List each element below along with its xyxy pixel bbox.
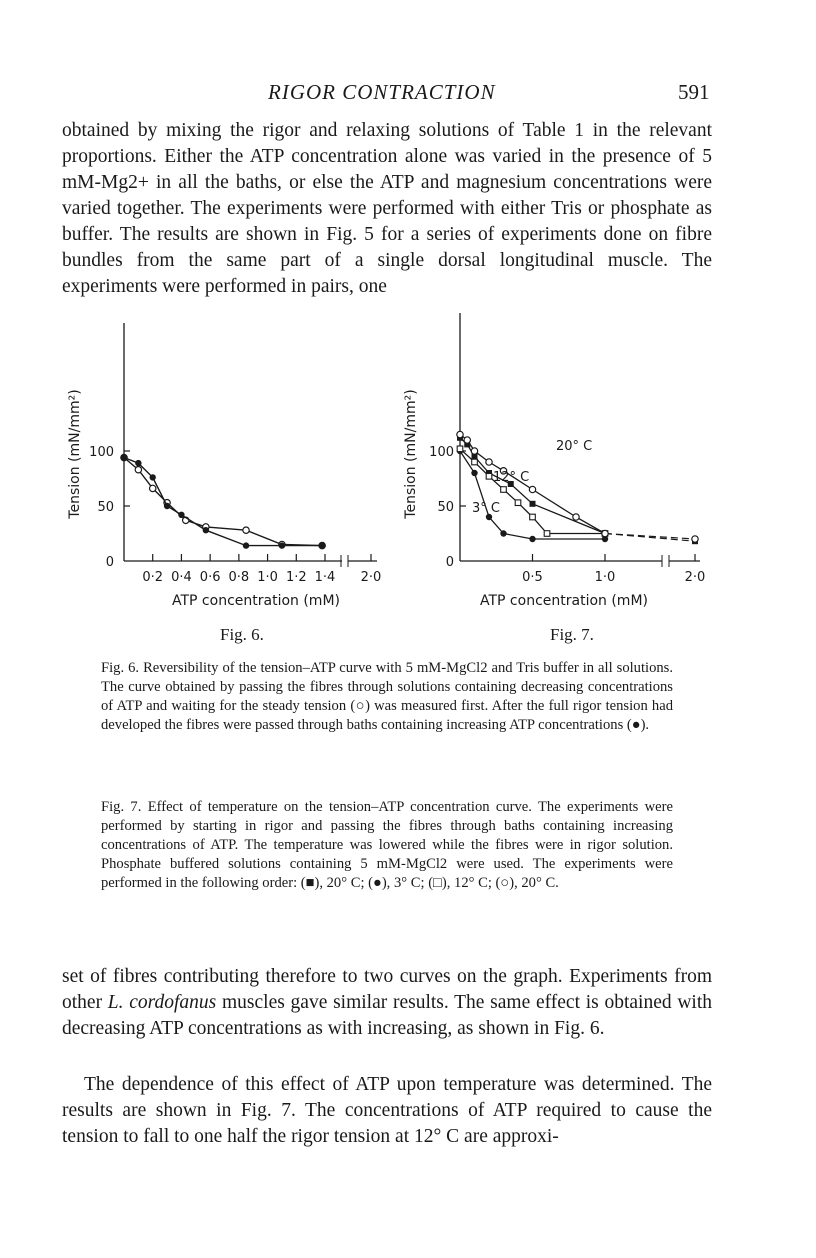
fig6-x-tick-label: 1·2 bbox=[285, 570, 307, 585]
paragraph-intro: obtained by mixing the rigor and relaxing solutions of Table 1 in the relevant proportions. Either the ATP concentration alone was varied in the presence of 5 mM-Mg2+ in all the baths, or else the ATP and magnesium concentrations were varied together. The experiments were performed with either Tris or phosphate as buffer. The results are shown in Fig. 5 for a series of experiments done on fibre bundles from the same part of a single dorsal longitudinal muscle. The experiments were performed in pairs, one bbox=[62, 120, 712, 297]
para2-text-a: set of fibres contributing therefore to two curves on the graph. Experiments from other bbox=[62, 966, 712, 1013]
fig7-series-3-point bbox=[457, 446, 463, 452]
fig7-annotation: 20° C bbox=[556, 439, 593, 454]
fig7-series-4-extrapolation bbox=[605, 534, 695, 540]
fig7-y-axis-title: Tension (mN/mm²) bbox=[403, 389, 419, 519]
fig7-series-4-point bbox=[471, 448, 477, 454]
fig7-annotation: 3° C bbox=[472, 501, 500, 516]
fig7-annotation: 12° C bbox=[493, 470, 530, 485]
fig7-axes bbox=[403, 313, 705, 609]
fig7-series-4-point bbox=[692, 536, 698, 542]
fig6-series-1-point bbox=[150, 485, 156, 491]
fig6-series-2-point bbox=[243, 542, 249, 548]
fig6-x-tick-label: 0·8 bbox=[228, 570, 250, 585]
fig6-y-tick-label: 0 bbox=[105, 555, 114, 570]
running-title: RIGOR CONTRACTION bbox=[268, 80, 496, 104]
page-header bbox=[0, 80, 816, 110]
fig6-series-1-point bbox=[243, 527, 249, 533]
fig6-marks bbox=[121, 454, 326, 548]
fig6-x-tick-label: 0·4 bbox=[171, 570, 192, 585]
fig6-x-tick-label: 1·0 bbox=[257, 570, 278, 585]
fig6-axes bbox=[67, 323, 381, 609]
fig7-x-tick-label: 2·0 bbox=[684, 570, 706, 585]
fig7-series-3-point bbox=[501, 487, 507, 493]
paragraph-temperature: The dependence of this effect of ATP upon temperature was determined. The results are shown in Fig. 7. The concentrations of ATP required to cause the tension to fall to one half the rigor tension at 12° C are approxi- bbox=[62, 1074, 712, 1147]
fig6-series-2-point bbox=[203, 527, 209, 533]
fig7-series-3-point bbox=[530, 514, 536, 520]
fig6-series-2-point bbox=[150, 474, 156, 480]
fig7-series-4-point bbox=[529, 486, 535, 492]
fig6-series-2-point bbox=[135, 460, 141, 466]
fig6-label: Fig. 6. bbox=[220, 625, 264, 644]
fig7-series-3-point bbox=[486, 474, 492, 480]
fig6-x-tick-label: 1·4 bbox=[314, 570, 336, 585]
fig7-series-2-point bbox=[471, 470, 477, 476]
fig7-x-tick-label: 1·0 bbox=[594, 570, 616, 585]
page-number: 591 bbox=[678, 80, 710, 104]
fig7-label: Fig. 7. bbox=[550, 625, 594, 644]
fig6-y-tick-label: 100 bbox=[89, 445, 114, 460]
paragraph-results bbox=[62, 964, 712, 1042]
fig7-series-3-point bbox=[472, 459, 478, 465]
fig7-series-2-point bbox=[500, 530, 506, 536]
fig6-series-2-point bbox=[121, 454, 127, 460]
fig7-series-4-point bbox=[457, 431, 463, 437]
fig7-series-3-point bbox=[544, 531, 550, 537]
fig6-x-tick-label: 2·0 bbox=[360, 570, 382, 585]
caption-fig6: Fig. 6. Reversibility of the tension–ATP curve with 5 mM-MgCl2 and Tris buffer in all solutions. The curve obtained by passing the fibres through solutions containing decreasing concentrations of ATP and waiting for the steady tension (○) was measured first. After the full rigor tension had developed the fibres were passed through baths containing increasing ATP concentrations (●). bbox=[101, 660, 673, 733]
fig7-series-4-point bbox=[602, 530, 608, 536]
fig6-series-2-point bbox=[178, 512, 184, 518]
fig6-series-2-point bbox=[164, 503, 170, 509]
fig7-series-4-point bbox=[464, 437, 470, 443]
species-name: L. cordofanus bbox=[107, 992, 217, 1013]
fig6-series-2-point bbox=[319, 542, 325, 548]
fig7-y-tick-label: 50 bbox=[437, 500, 454, 515]
fig7-y-tick-label: 100 bbox=[429, 445, 454, 460]
fig7-series-2-point bbox=[529, 536, 535, 542]
fig6-series-2-line bbox=[124, 458, 322, 546]
caption-fig7: Fig. 7. Effect of temperature on the tension–ATP concentration curve. The experiments were performed by starting in rigor and passing the fibres through baths containing increasing concentrations of ATP. The temperature was lowered while the fibres were in rigor solution. Phosphate buffered solutions containing 5 mM-MgCl2 were used. The experiments were performed in the following order: (■), 20° C; (●), 3° C; (□), 12° C; (○), 20° C. bbox=[101, 799, 673, 891]
fig6-series-1-line bbox=[124, 458, 322, 546]
fig7-marks bbox=[457, 431, 698, 544]
fig6-series-2-point bbox=[279, 542, 285, 548]
fig6-x-axis-title: ATP concentration (mM) bbox=[172, 593, 340, 609]
fig6-x-tick-label: 0·2 bbox=[142, 570, 164, 585]
figure-6-chart bbox=[55, 305, 400, 615]
fig6-x-tick-label: 0·6 bbox=[199, 570, 221, 585]
fig6-y-tick-label: 50 bbox=[97, 500, 114, 515]
fig7-series-3-point bbox=[515, 500, 521, 506]
fig7-series-4-point bbox=[486, 459, 492, 465]
fig6-y-axis-title: Tension (mN/mm²) bbox=[67, 389, 83, 519]
figure-7-chart bbox=[400, 305, 730, 615]
fig7-series-4-point bbox=[573, 514, 579, 520]
fig6-series-1-point bbox=[135, 467, 141, 473]
para2-text-b: muscles gave similar results. The same effect is obtained with decreasing ATP concentrations as with increasing, as shown in Fig. 6. bbox=[62, 992, 712, 1039]
fig7-x-axis-title: ATP concentration (mM) bbox=[480, 593, 648, 609]
fig7-series-1-point bbox=[530, 501, 536, 507]
fig7-x-tick-label: 0·5 bbox=[522, 570, 543, 585]
fig7-y-tick-label: 0 bbox=[445, 555, 454, 570]
